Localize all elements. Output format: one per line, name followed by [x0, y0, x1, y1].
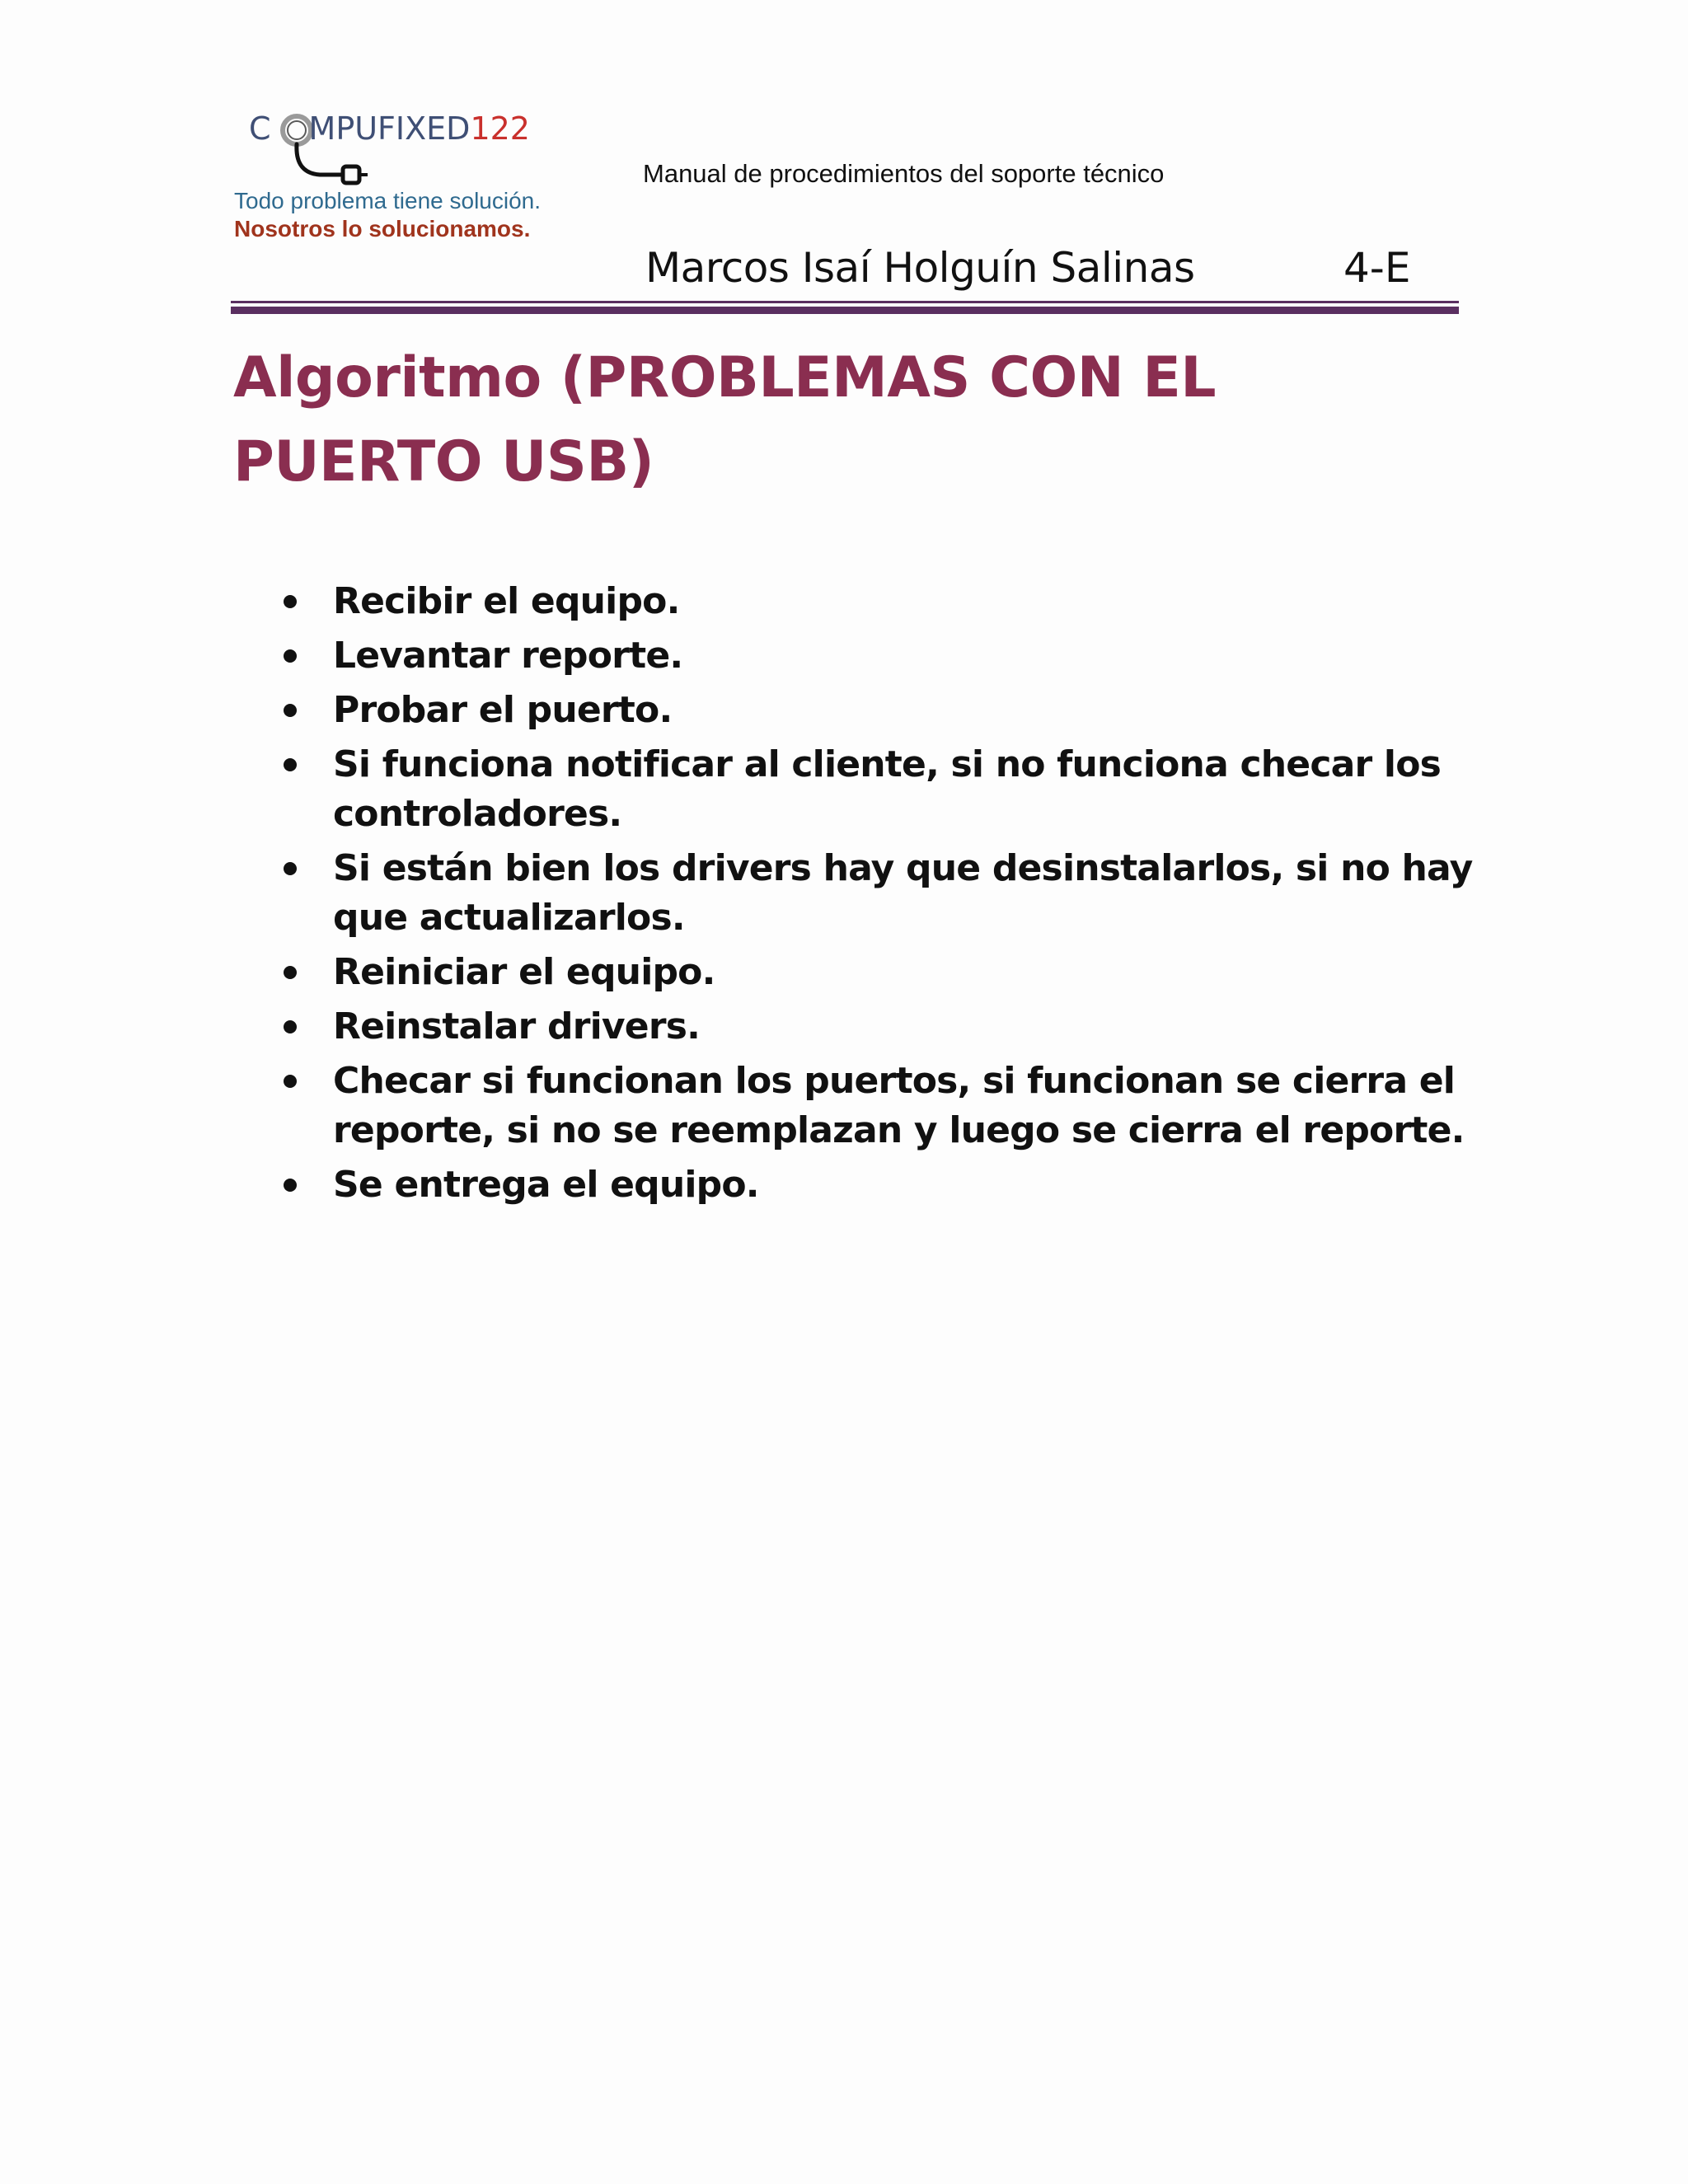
step-text: Si están bien los drivers hay que desinstalarlos, si no hay que actualizarlos.: [333, 847, 1473, 939]
list-item: [280, 631, 1475, 681]
list-item: [280, 1057, 1475, 1155]
logo-tagline-primary: Todo problema tiene solución.: [234, 188, 542, 213]
list-item: [280, 577, 1475, 626]
header-divider-thin: [231, 301, 1459, 303]
bullet-icon: [284, 1075, 297, 1088]
bullet-icon: [284, 966, 297, 979]
company-logo: [232, 92, 579, 249]
bullet-icon: [284, 649, 297, 663]
bullet-icon: [284, 704, 297, 717]
step-text: Reiniciar el equipo.: [333, 951, 715, 993]
page-title: Algoritmo (PROBLEMAS CON EL PUERTO USB): [233, 345, 1217, 494]
procedure-steps-list: [280, 577, 1475, 1215]
list-item: [280, 740, 1475, 839]
step-text: Levantar reporte.: [333, 635, 683, 677]
step-text: Recibir el equipo.: [333, 580, 680, 622]
author-name: Marcos Isaí Holguín Salinas: [645, 244, 1195, 292]
group-code: 4-E: [1343, 244, 1411, 292]
manual-title: Manual de procedimientos del soporte técnico: [643, 159, 1165, 188]
logo-number: 122: [470, 110, 530, 147]
list-item: [280, 948, 1475, 997]
logo-tagline-secondary: Nosotros lo solucionamos.: [234, 216, 531, 241]
list-item: [280, 686, 1475, 735]
step-text: Checar si funcionan los puertos, si funcionan se cierra el reporte, si no se reemplazan y luego se cierra el reporte.: [333, 1060, 1465, 1151]
list-item: [280, 844, 1475, 943]
step-text: Probar el puerto.: [333, 689, 673, 731]
list-item: [280, 1160, 1475, 1210]
logo-banner: [237, 97, 534, 188]
bullet-icon: [284, 1020, 297, 1033]
logo-word: MPUFIXED: [308, 110, 471, 147]
list-item: [280, 1002, 1475, 1052]
bullet-icon: [284, 862, 297, 875]
step-text: Si funciona notificar al cliente, si no funciona checar los controladores.: [333, 743, 1442, 835]
bullet-icon: [284, 758, 297, 771]
logo-wordmark: [249, 110, 530, 147]
header-divider-thick: [231, 307, 1459, 314]
bullet-icon: [284, 595, 297, 608]
step-text: Se entrega el equipo.: [333, 1164, 759, 1206]
bullet-icon: [284, 1179, 297, 1192]
logo-letter-c: C: [249, 110, 271, 147]
step-text: Reinstalar drivers.: [333, 1005, 701, 1047]
